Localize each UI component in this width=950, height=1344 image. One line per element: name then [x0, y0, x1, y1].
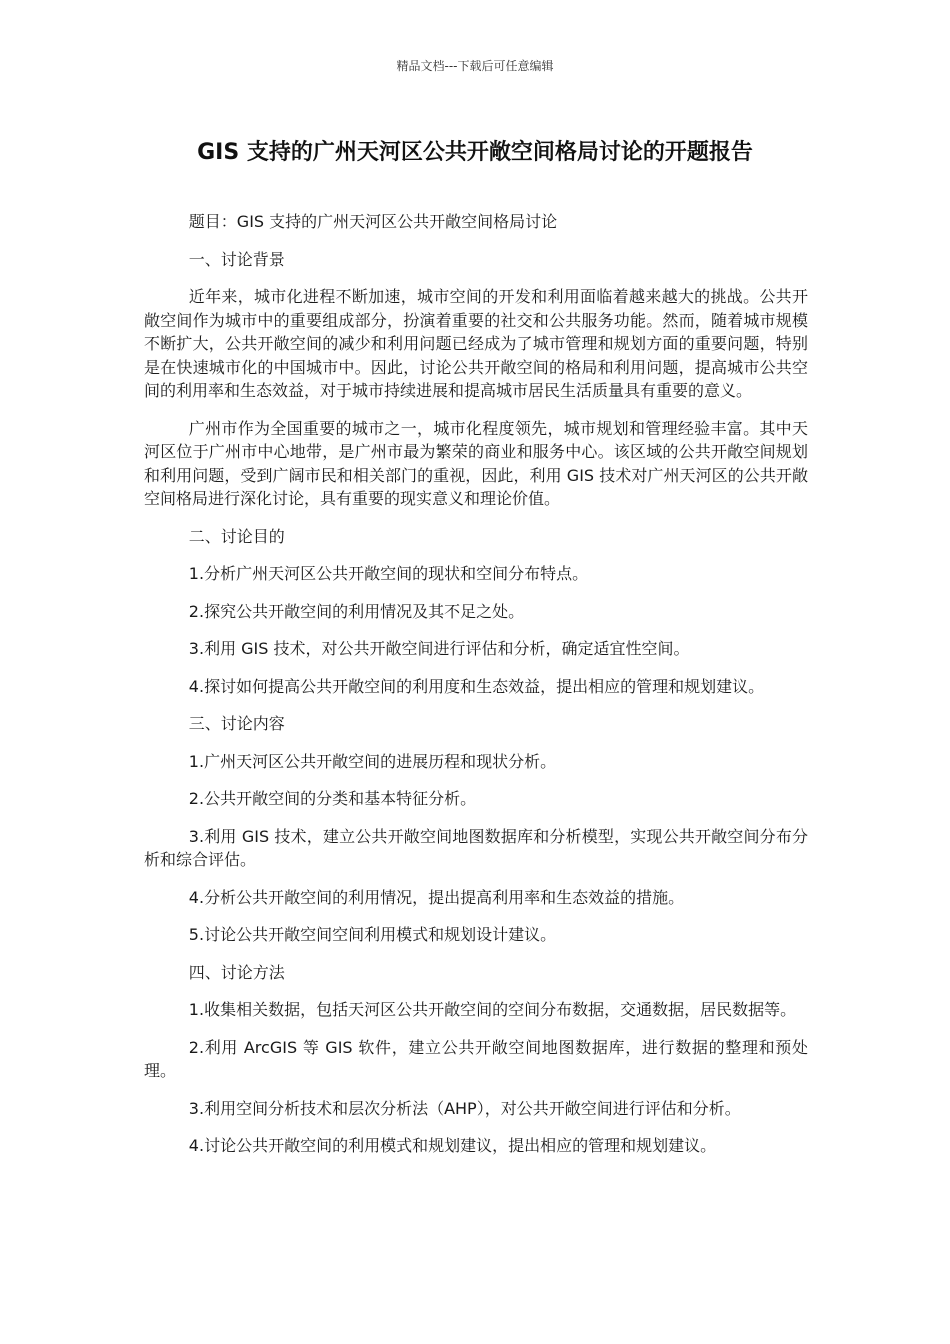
purpose-item-3: 3.利用 GIS 技术，对公共开敞空间进行评估和分析，确定适宜性空间。: [188, 639, 690, 658]
content-item-5: 5.讨论公共开敞空间空间利用模式和规划设计建议。: [188, 925, 557, 944]
method-item-1: 1.收集相关数据，包括天河区公共开敞空间的空间分布数据，交通数据，居民数据等。: [188, 1000, 797, 1019]
content-item-4: 4.分析公共开敞空间的利用情况，提出提高利用率和生态效益的措施。: [188, 887, 685, 907]
content-item-2: 2.公共开敞空间的分类和基本特征分析。: [188, 789, 477, 808]
section-heading-content: 三、讨论内容: [188, 714, 285, 733]
section-heading-purpose: 二、讨论目的: [188, 526, 285, 546]
section-heading-method: 四、讨论方法: [188, 962, 285, 982]
section-heading-background: 一、讨论背景: [188, 249, 285, 269]
document-body: [144, 210, 808, 1172]
method-item-2: 2.利用 ArcGIS 等 GIS 软件，建立公共开敞空间地图数据库，进行数据的整理和预处理。: [144, 1037, 808, 1080]
paragraph-background-1: 近年来，城市化进程不断加速，城市空间的开发和利用面临着越来越大的挑战。公共开敞空间作为城市中的重要组成部分，扮演着重要的社交和公共服务功能。然而，随着城市规模不断扩大，公共开敞空间的减少和利用问题已经成为了城市管理和规划方面的重要问题，特别是在快速城市化的中国城市中。因此，讨论公共开敞空间的格局和利用问题，提高城市公共空间的利用率和生态效益，对于城市持续进展和提高城市居民生活质量具有重要的意义。: [144, 287, 808, 400]
method-item-3: 3.利用空间分析技术和层次分析法（AHP），对公共开敞空间进行评估和分析。: [188, 1098, 741, 1118]
paragraph-background-2: 广州市作为全国重要的城市之一，城市化程度领先，城市规划和管理经验丰富。其中天河区位于广州市中心地带，是广州市最为繁荣的商业和服务中心。该区域的公共开敞空间规划和利用问题，受到广阔市民和相关部门的重视，因此，利用 GIS 技术对广州天河区的公共开敞空间格局进行深化讨论，具有重要的现实意义和理论价值。: [144, 418, 808, 508]
method-item-4: 4.讨论公共开敞空间的利用模式和规划建议，提出相应的管理和规划建议。: [188, 1136, 717, 1155]
page-header-note: 精品文档---下载后可任意编辑: [396, 59, 554, 73]
document-title: GIS 支持的广州天河区公共开敞空间格局讨论的开题报告: [197, 140, 753, 165]
purpose-item-2: 2.探究公共开敞空间的利用情况及其不足之处。: [188, 601, 525, 621]
topic-line: 题目：GIS 支持的广州天河区公共开敞空间格局讨论: [188, 212, 558, 231]
content-item-3: 3.利用 GIS 技术，建立公共开敞空间地图数据库和分析模型，实现公共开敞空间分布分析和综合评估。: [144, 826, 808, 869]
purpose-item-4: 4.探讨如何提高公共开敞空间的利用度和生态效益，提出相应的管理和规划建议。: [188, 676, 765, 696]
content-item-1: 1.广州天河区公共开敞空间的进展历程和现状分析。: [188, 751, 557, 771]
purpose-item-1: 1.分析广州天河区公共开敞空间的现状和空间分布特点。: [188, 564, 589, 583]
